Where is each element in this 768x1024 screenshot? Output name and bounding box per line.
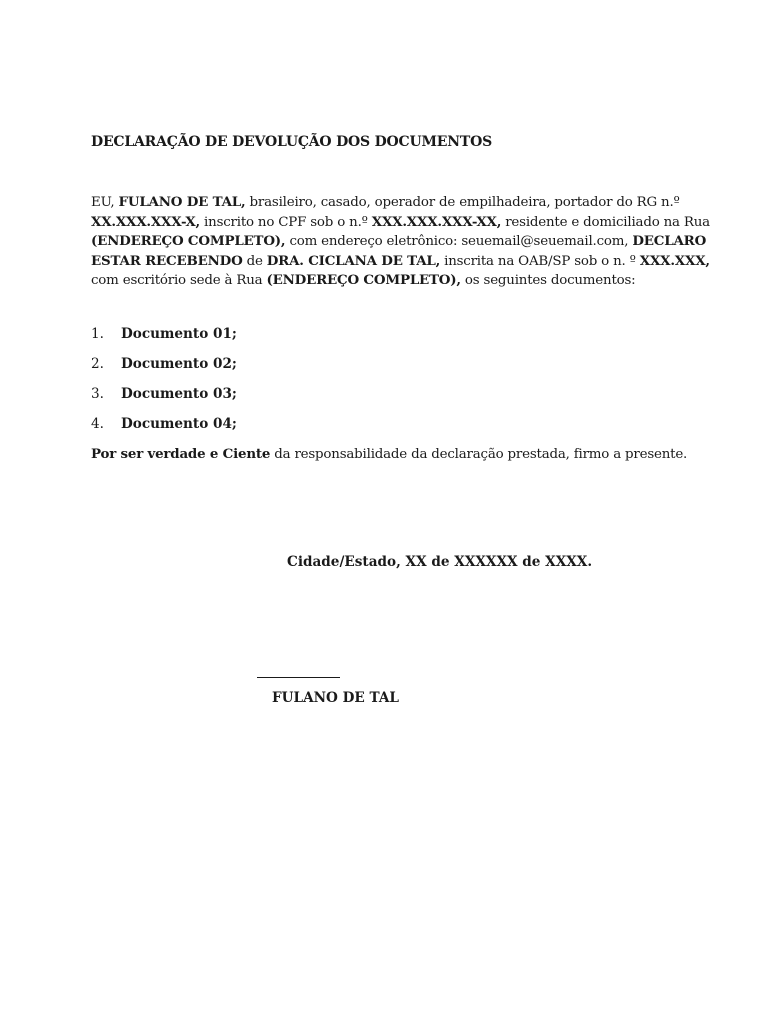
list-label: Documento 01; (121, 326, 237, 342)
oab-number: XXX.XXX, (639, 252, 710, 269)
signature-line (257, 677, 340, 678)
document-title: DECLARAÇÃO DE DEVOLUÇÃO DOS DOCUMENTOS (91, 134, 492, 150)
text-segment: os seguintes documentos: (460, 273, 636, 289)
text-segment: residente e domiciliado na Rua (501, 214, 710, 230)
list-number: 2. (91, 356, 104, 372)
list-number: 3. (91, 386, 104, 402)
paragraph-line-2 (91, 213, 710, 233)
list-item (91, 326, 237, 342)
address-placeholder: (ENDEREÇO COMPLETO), (91, 233, 286, 250)
list-label: Documento 02; (121, 356, 237, 372)
list-label: Documento 04; (121, 416, 237, 432)
list-label: Documento 03; (121, 386, 237, 402)
closing-statement (91, 446, 687, 462)
paragraph-line-5 (91, 271, 691, 291)
paragraph-line-3 (91, 232, 707, 252)
declaration-paragraph (91, 193, 710, 291)
list-item (91, 416, 237, 432)
paragraph-line-4 (91, 252, 710, 272)
signature-name: FULANO DE TAL (272, 690, 399, 706)
list-number: 4. (91, 416, 104, 432)
rg-number: XX.XXX.XXX-X, (91, 213, 200, 230)
place-date: Cidade/Estado, XX de XXXXXX de XXXX. (287, 554, 593, 570)
list-number: 1. (91, 326, 104, 342)
cpf-number: XXX.XXX.XXX-XX, (371, 213, 502, 230)
text-segment: brasileiro, casado, operador de empilhadeira, portador do RG n.º (245, 195, 680, 210)
declarant-name: FULANO DE TAL, (118, 194, 246, 210)
receiving-text: ESTAR RECEBENDO (91, 252, 243, 269)
list-item (91, 356, 237, 372)
closing-bold: Por ser verdade e Ciente (91, 446, 271, 462)
text-segment: inscrito no CPF sob o n.º (200, 214, 372, 230)
text-segment: com escritório sede à Rua (91, 273, 267, 289)
paragraph-line-1 (91, 193, 691, 213)
list-item (91, 386, 237, 402)
lawyer-name: DRA. CICLANA DE TAL, (266, 252, 441, 269)
text-segment: com endereço eletrônico: seuemail@seuemail.com, (285, 234, 633, 250)
text-segment: de (242, 253, 267, 269)
text-segment: inscrita na OAB/SP sob o n. º (440, 253, 640, 269)
text-segment: EU, (91, 195, 119, 210)
declaro-text: DECLARO (632, 233, 707, 250)
office-address-placeholder: (ENDEREÇO COMPLETO), (266, 272, 461, 289)
text-segment: da responsabilidade da declaração prestada, firmo a presente. (270, 447, 688, 462)
